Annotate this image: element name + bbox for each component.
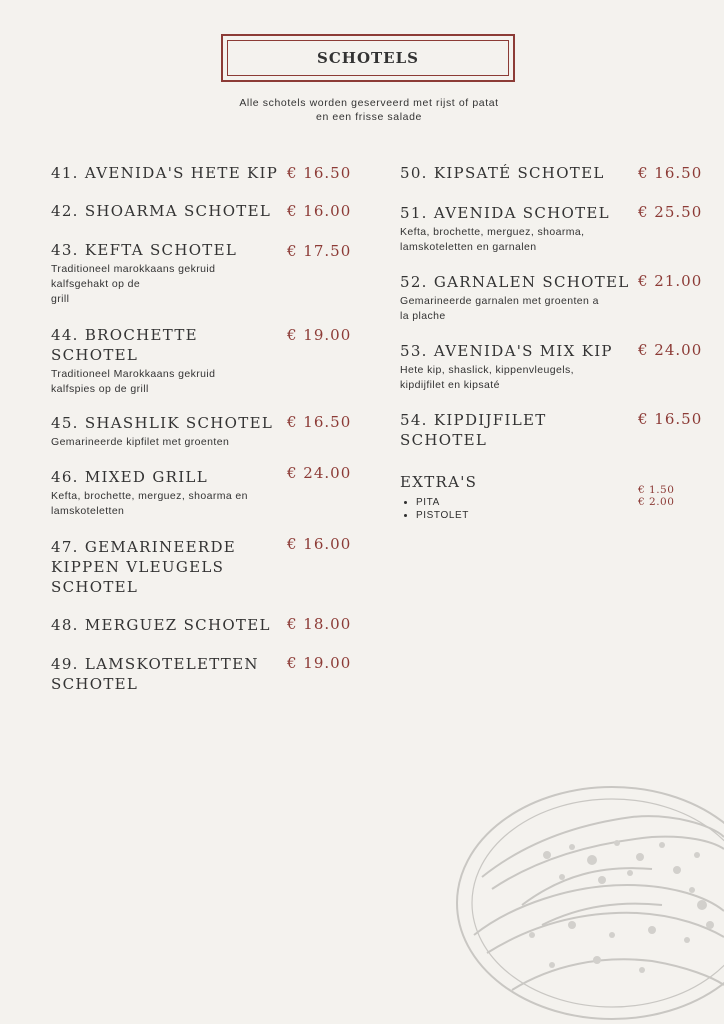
item-description bbox=[400, 225, 610, 255]
menu-item-48 bbox=[51, 615, 271, 635]
menu-item-43 bbox=[51, 240, 237, 307]
item-name: 51. AVENIDA SCHOTEL bbox=[400, 204, 610, 222]
item-name: SCHOTEL bbox=[51, 346, 139, 364]
title-inner-frame bbox=[227, 40, 509, 76]
desc-line: lamskoteletten bbox=[51, 505, 125, 517]
desc-line: lamskoteletten en garnalen bbox=[400, 241, 537, 253]
plate-illustration-icon bbox=[452, 785, 724, 1024]
menu-item-51 bbox=[400, 203, 610, 255]
item-description: Gemarineerde kipfilet met groenten bbox=[51, 436, 230, 448]
item-name: 49. LAMSKOTELETTEN bbox=[51, 655, 259, 673]
menu-item-44 bbox=[51, 325, 215, 397]
desc-line: kipdijfilet en kipsaté bbox=[400, 379, 500, 391]
item-price: € 24.00 bbox=[287, 464, 352, 482]
item-price: € 17.50 bbox=[287, 242, 352, 260]
item-name: 44. BROCHETTE bbox=[51, 326, 198, 344]
desc-line: kalfspies op de grill bbox=[51, 383, 149, 395]
item-price: € 16.50 bbox=[287, 164, 352, 182]
extras-price: € 1.50 bbox=[638, 484, 675, 496]
item-name: 42. SHOARMA SCHOTEL bbox=[51, 202, 272, 220]
extras-item: • PISTOLET bbox=[416, 509, 477, 522]
item-name: 54. KIPDIJFILET bbox=[400, 411, 547, 429]
menu-item-42 bbox=[51, 201, 271, 221]
item-description bbox=[400, 363, 613, 393]
item-name: 45. SHASHLIK SCHOTEL bbox=[51, 414, 274, 432]
menu-item-53 bbox=[400, 341, 613, 393]
extras-title: EXTRA'S bbox=[400, 473, 478, 491]
item-price: € 19.00 bbox=[287, 654, 352, 672]
extras-list bbox=[400, 496, 477, 522]
item-name: 53. AVENIDA'S MIX KIP bbox=[400, 342, 613, 360]
item-price: € 18.00 bbox=[287, 615, 352, 633]
desc-line: grill bbox=[51, 293, 70, 305]
item-name: 48. MERGUEZ SCHOTEL bbox=[51, 616, 271, 634]
subtitle-line: Alle schotels worden geserveerd met rijst of patat bbox=[239, 97, 499, 109]
item-price: € 25.50 bbox=[638, 203, 703, 221]
page-title: SCHOTELS bbox=[317, 49, 419, 67]
desc-line: Kefta, brochette, merguez, shoarma, bbox=[400, 226, 585, 238]
item-name: SCHOTEL bbox=[51, 578, 139, 596]
extras-price: € 2.00 bbox=[638, 496, 675, 508]
desc-line: la plache bbox=[400, 310, 446, 322]
subtitle bbox=[200, 96, 538, 124]
desc-line: kalfsgehakt op de bbox=[51, 278, 141, 290]
item-price: € 16.00 bbox=[287, 535, 352, 553]
item-price: € 19.00 bbox=[287, 326, 352, 344]
desc-line: Gemarineerde garnalen met groenten a bbox=[400, 295, 599, 307]
item-price: € 16.50 bbox=[638, 164, 703, 182]
item-price: € 16.00 bbox=[287, 202, 352, 220]
item-description bbox=[51, 489, 248, 519]
item-description bbox=[51, 262, 237, 307]
item-name: SCHOTEL bbox=[400, 431, 488, 449]
desc-line: Hete kip, shaslick, kippenvleugels, bbox=[400, 364, 574, 376]
menu-item-49 bbox=[51, 654, 259, 694]
item-price: € 16.50 bbox=[638, 410, 703, 428]
item-description bbox=[51, 367, 215, 397]
subtitle-line: en een frisse salade bbox=[316, 111, 422, 123]
desc-line: Kefta, brochette, merguez, shoarma en bbox=[51, 490, 248, 502]
menu-item-54 bbox=[400, 410, 547, 450]
item-name: SCHOTEL bbox=[51, 675, 139, 693]
menu-item-45 bbox=[51, 413, 273, 450]
menu-item-41 bbox=[51, 163, 278, 183]
item-name: 46. MIXED GRILL bbox=[51, 468, 208, 486]
item-description bbox=[400, 294, 630, 324]
menu-item-52 bbox=[400, 272, 630, 324]
item-name: 43. KEFTA SCHOTEL bbox=[51, 241, 238, 259]
item-name: 52. GARNALEN SCHOTEL bbox=[400, 273, 630, 291]
item-name: 47. GEMARINEERDE bbox=[51, 538, 237, 556]
extras-section bbox=[400, 472, 477, 522]
desc-line: Traditioneel Marokkaans gekruid bbox=[51, 368, 216, 380]
item-name: 41. AVENIDA'S HETE KIP bbox=[51, 164, 279, 182]
item-price: € 21.00 bbox=[638, 272, 703, 290]
item-name: KIPPEN VLEUGELS bbox=[51, 558, 225, 576]
extras-item: • PITA bbox=[416, 496, 477, 509]
item-price: € 24.00 bbox=[638, 341, 703, 359]
item-price: € 16.50 bbox=[287, 413, 352, 431]
title-frame bbox=[221, 34, 515, 82]
item-name: 50. KIPSATÉ SCHOTEL bbox=[400, 164, 605, 182]
desc-line: Traditioneel marokkaans gekruid bbox=[51, 263, 216, 275]
menu-item-50 bbox=[400, 163, 605, 183]
menu-item-47 bbox=[51, 537, 236, 597]
menu-item-46 bbox=[51, 467, 248, 519]
